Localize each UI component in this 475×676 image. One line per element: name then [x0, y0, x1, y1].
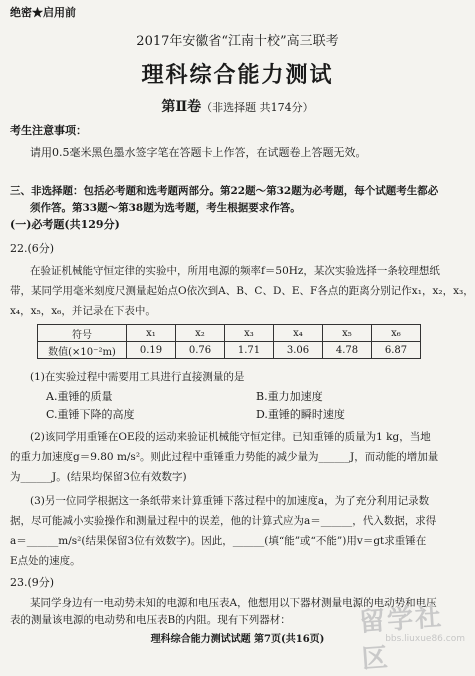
section3-line2: 须作答。第33题～第38题为选考题，考生根据要求作答。 — [30, 202, 301, 214]
table-header-cell: x₁ — [127, 325, 176, 342]
volume-note: （非选择题 共174分） — [201, 101, 314, 114]
table-cell: 0.76 — [176, 342, 225, 359]
table-cell: 3.06 — [274, 342, 323, 359]
volume-heading — [0, 96, 475, 116]
table-cell: 1.71 — [225, 342, 274, 359]
page-footer: 理科综合能力测试试题 第7页(共16页) — [150, 634, 325, 645]
q22-sub3-line2: 据，尽可能减小实验操作和测量过程中的误差，他的计算式应为a＝______，代入数据，求得 — [10, 515, 437, 527]
secret-label: 绝密★启用前 — [10, 6, 76, 19]
table-header-row — [38, 325, 421, 342]
q22-para3: x₄，x₅，x₆，并记录在下表中。 — [10, 305, 156, 317]
required-heading: (一)必考题(共129分) — [10, 218, 120, 231]
section3-line1: 三、非选择题：包括必考题和选考题两部分。第22题～第32题为必考题，每个试题考生都必 — [10, 185, 439, 197]
option-a: A.重锤的质量 — [46, 390, 113, 403]
table-row — [38, 342, 421, 359]
option-b: B.重力加速度 — [256, 390, 323, 403]
exam-name: 2017年安徽省“江南十校”高三联考 — [136, 34, 339, 49]
table-header-cell: x₂ — [176, 325, 225, 342]
watermark-url: bbs.liuxue86.com — [385, 634, 465, 644]
data-table — [37, 324, 421, 359]
q22-para2: 带，某同学用毫米刻度尺测量起始点O依次到A、B、C、D、E、F各点的距离分别记作x₁，x₂，x₃， — [10, 285, 474, 297]
table-cell: 6.87 — [372, 342, 421, 359]
q23-number: 23.(9分) — [10, 576, 55, 589]
page-title: 理科综合能力测试 — [141, 62, 334, 88]
option-c: C.重锤下降的高度 — [46, 408, 135, 421]
table-header-cell: x₅ — [323, 325, 372, 342]
q23-para1: 某同学身边有一电动势未知的电源和电压表A，他想用以下器材测量电源的电动势和电压 — [30, 597, 437, 609]
notice-heading: 考生注意事项： — [10, 124, 87, 137]
q22-para1: 在验证机械能守恒定律的实验中，所用电源的频率f＝50Hz，某次实验选择一条较理想纸 — [30, 265, 440, 277]
q22-sub2-line3: 为______J。(结果均保留3位有效数字) — [10, 471, 187, 483]
volume-label: 第Ⅱ卷 — [161, 99, 202, 115]
q22-sub2-line2: 的重力加速度g＝9.80 m/s²。则此过程中重锤重力势能的减少量为______J，而动能的增加量 — [10, 451, 439, 463]
table-cell: 0.19 — [127, 342, 176, 359]
table-header-cell: x₄ — [274, 325, 323, 342]
table-cell: 4.78 — [323, 342, 372, 359]
table-header-cell: x₆ — [372, 325, 421, 342]
q22-sub3-line1: (3)另一位同学根据这一条纸带来计算重锤下落过程中的加速度a，为了充分利用记录数 — [30, 495, 430, 507]
q23-para2: 表的测量该电源的电动势和电压表B的内阻。现有下列器材： — [10, 614, 291, 626]
notice-text: 请用0.5毫米黑色墨水签字笔在答题卡上作答，在试题卷上答题无效。 — [30, 146, 367, 159]
table-header-cell: x₃ — [225, 325, 274, 342]
watermark-logo: 留学社区 — [358, 602, 445, 675]
table-row-label: 数值(×10⁻²m) — [38, 342, 127, 359]
q22-number: 22.(6分) — [10, 242, 55, 255]
q22-sub3-line4: E点处的速度。 — [10, 555, 81, 567]
q22-sub1: (1)在实验过程中需要用工具进行直接测量的是 — [30, 371, 245, 383]
q22-sub3-line3: a＝______m/s²(结果保留3位有效数字)。因此，______(填“能”或“不能”)用v＝gt求重锤在 — [10, 535, 427, 547]
q22-sub2-line1: (2)该同学用重锤在OE段的运动来验证机械能守恒定律。已知重锤的质量为1 kg，当地 — [30, 431, 431, 443]
table-header-cell: 符号 — [38, 325, 127, 342]
option-d: D.重锤的瞬时速度 — [256, 408, 345, 421]
